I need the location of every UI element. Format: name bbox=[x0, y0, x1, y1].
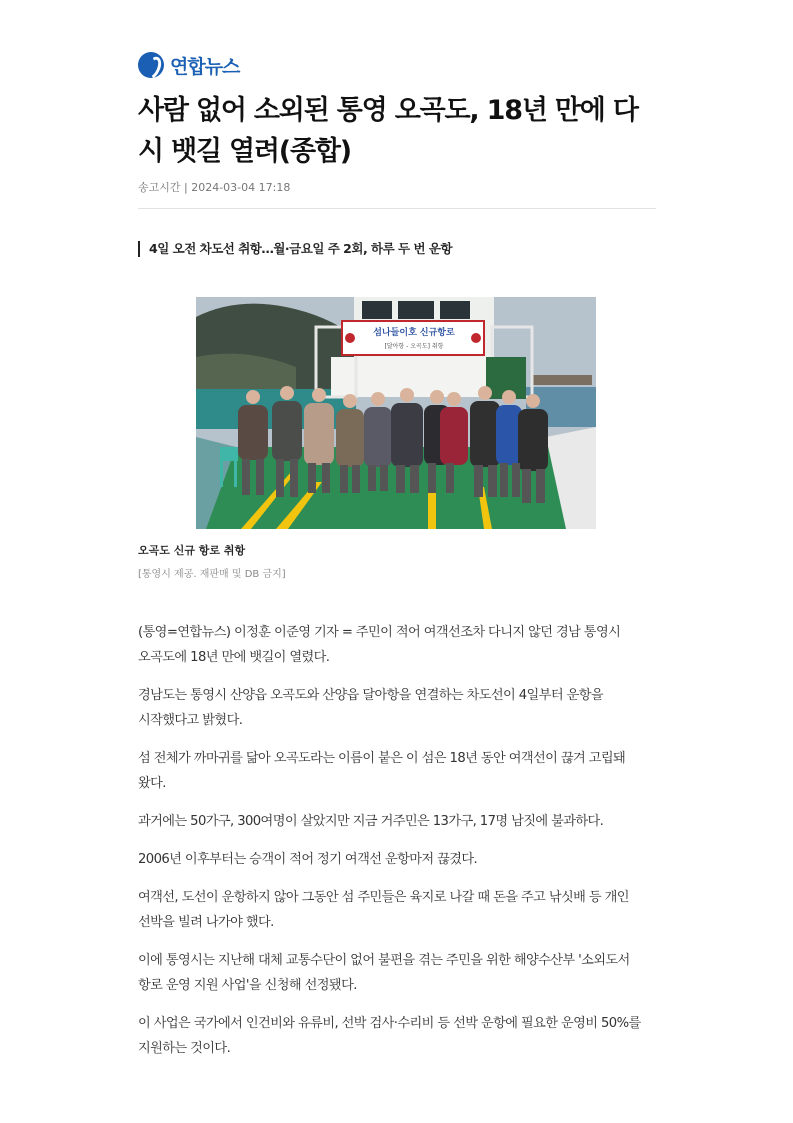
ferry-photo-illustration bbox=[196, 297, 596, 529]
photo-credit: [통영시 제공. 재판매 및 DB 금지] bbox=[138, 569, 286, 580]
article-paragraph: (통영=연합뉴스) 이정훈 이준영 기자 = 주민이 적어 여객선조차 다니지 않던 경남 통영시 오곡도에 18년 만에 뱃길이 열렸다. bbox=[138, 625, 621, 665]
photo-caption: 오곡도 신규 항로 취항 bbox=[138, 544, 246, 557]
yonhap-logo[interactable] bbox=[138, 50, 239, 80]
article-body bbox=[138, 620, 656, 1074]
article-photo[interactable] bbox=[196, 297, 596, 529]
article-subhead: 4일 오전 차도선 취항…월·금요일 주 2회, 하루 두 번 운항 bbox=[138, 241, 452, 257]
article-paragraph: 경남도는 통영시 산양읍 오곡도와 산양읍 달아항을 연결하는 차도선이 4일부터 운항을 시작했다고 밝혔다. bbox=[138, 688, 603, 728]
article-paragraph: 섬 전체가 까마귀를 닮아 오곡도라는 이름이 붙은 이 섬은 18년 동안 여객선이 끊겨 고립돼 왔다. bbox=[138, 751, 626, 791]
article-paragraph: 2006년 이후부터는 승객이 적어 정기 여객선 운항마저 끊겼다. bbox=[138, 852, 478, 867]
publish-time: 송고시간 | 2024-03-04 17:18 bbox=[138, 181, 291, 194]
article-title: 사람 없어 소외된 통영 오곡도, 18년 만에 다시 뱃길 열려(종합) bbox=[138, 95, 638, 167]
header-divider bbox=[138, 208, 656, 209]
yonhap-logo-icon bbox=[138, 52, 164, 78]
logo-text: 연합뉴스 bbox=[170, 55, 240, 78]
article-paragraph: 여객선, 도선이 운항하지 않아 그동안 섬 주민들은 육지로 나갈 때 돈을 주고 낚싯배 등 개인 선박을 빌려 나가야 했다. bbox=[138, 890, 629, 930]
article-paragraph: 과거에는 50가구, 300여명이 살았지만 지금 거주민은 13가구, 17명 남짓에 불과하다. bbox=[138, 814, 604, 829]
banner-title: 섬나들이호 신규항로 bbox=[373, 328, 455, 338]
banner-subtitle: [달아항 - 오곡도] 취항 bbox=[384, 343, 444, 350]
article-paragraph: 이 사업은 국가에서 인건비와 유류비, 선박 검사·수리비 등 선박 운항에 필요한 운영비 50%를 지원하는 것이다. bbox=[138, 1016, 641, 1056]
article-paragraph: 이에 통영시는 지난해 대체 교통수단이 없어 불편을 겪는 주민을 위한 해양수산부 '소외도서 항로 운영 지원 사업'을 신청해 선정됐다. bbox=[138, 953, 630, 993]
